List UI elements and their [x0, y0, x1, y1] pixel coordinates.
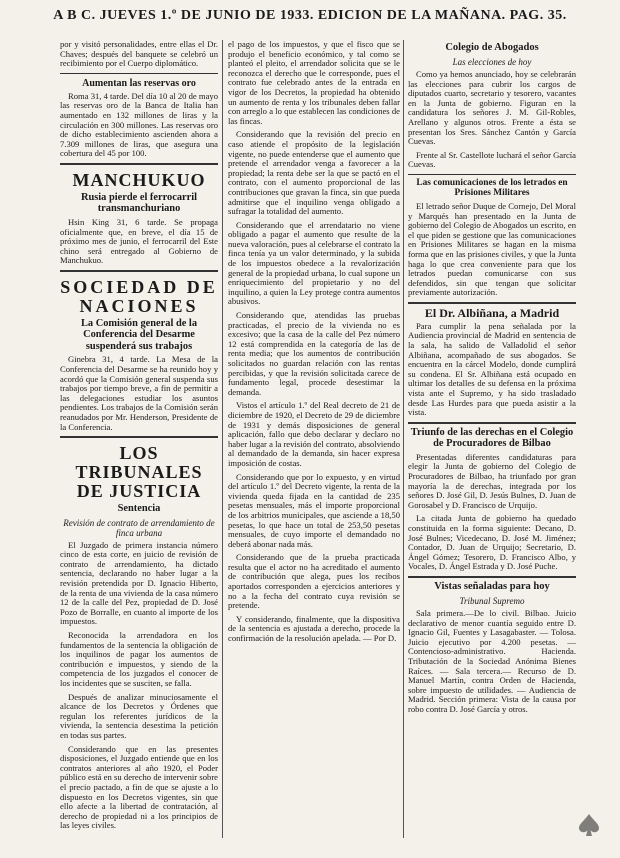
sdn-body: Ginebra 31, 4 tarde. La Mesa de la Conferencia del Desarme se ha reunido hoy y acordó que la Comisión general suspenda sus trabajos por tiempo breve, a fin de permitir a las delegaciones estudiar los asuntos pendientes. Los trabajos de la Comisión serán reanudados por Mr. Henderson, Presidente de la Conferencia.: [60, 354, 218, 432]
abogados-subtitle: Las elecciones de hoy: [452, 57, 532, 67]
divider: [408, 302, 576, 304]
col2-p1: el pago de los impuestos, y que el fisco que se produjo el beneficio económico, y tal como se planteó el pleito, el arrendador solicita que se le reconozca el derecho que le corresponde, pues el contrato fue celebrado antes de la entrada en vigor de los Decretos, la propiedad ha obtenido un aumento de renta y los tribunales deben fallar con arreglo a lo que establecen las condiciones de las fincas.: [228, 40, 400, 126]
tribunales-caption: Revisión de contrato de arrendamiento de finca urbana: [63, 517, 215, 538]
column-2: [228, 40, 400, 850]
bilbao-p2: La citada Junta de gobierno ha quedado constituida en la forma siguiente: Decano, D. José Bulnes; Vicedecano, D. José M. Jiménez; Contador, D. Juan de Urquijo; Secretario, D. Ángel Gómez; Tesorero, D. Francisco Albo, y Vocales, D. Ángel Estrada y D. José Puche.: [408, 513, 576, 572]
divider: [60, 163, 218, 165]
bilbao-body: Presentadas diferentes candidaturas para elegir la Junta de gobierno del Colegio de Procuradores de Bilbao, ha triunfado por gran mayoría la de derechas, integrada por los señores D. José Gil, D. Jesús Bulnes, D. Juan de Gorosabel y D. Francisco de Urquijo.: [408, 451, 576, 510]
col2-p7: Considerando que de la prueba practicada resulta que el actor no ha acreditado el aumento de contribución que alega, pues los recibos aportados corresponden a ejercicios anteriores y no a la fecha del contrato cuya revisión se pretende.: [228, 552, 400, 611]
divider: [60, 436, 218, 438]
manchukuo-body: Hsin King 31, 6 tarde. Se propaga oficialmente que, en breve, el día 15 de próximo mes de junio, el ferrocarril del Este chino será entregado al Gobierno de Manchukuo.: [60, 216, 218, 266]
tribunales-p1: El Juzgado de primera instancia número cinco de esta corte, en juicio de revisión de contrato de arrendamiento, ha dictado sentencia, declarando no haber lugar a la revisión pretendida por D. Ignacio Hiberto, de la renta de una vivienda de la casa número 12 de la calle del Pez, propiedad de D. José Pozo de Borralle, en cuanto al importe de los impuestos.: [60, 539, 218, 627]
vistas-title: Vistas señaladas para hoy: [434, 580, 550, 592]
abogados-body: Como ya hemos anunciado, hoy se celebrarán las elecciones para cubrir los cargos de diputados cuarto, secretario y tesorero, vacantes en la Junta de gobierno. Figuran en la candidatura los señores J. M. Gil-Robles, Arellano y algunos otros. Frente a ésta se presentan los Sres. Sánchez Cantón y García Cuevas.: [408, 69, 576, 147]
col2-p8: Y considerando, finalmente, que la dispositiva de la sentencia es ajustada a derecho, procede la confirmación de la resolución apelada. — Por D.: [228, 613, 400, 644]
tribunales-p4: Considerando que en las presentes disposiciones, el Juzgado entiende que en los contratos anteriores al año 1920, el Poder público está en su derecho de intervenir sobre el precio pactado, a fin de que se ajuste a lo dispuesto en los Decretos vigentes, sin que ello afecte a la libertad de contratación, al derecho de propiedad ni a los principios de las leyes civiles.: [60, 743, 218, 831]
column-rule-1: [222, 40, 223, 838]
gold-title: Aumentan las reservas oro: [82, 77, 196, 89]
page-header: A B C. JUEVES 1.º DE JUNIO DE 1933. EDICION DE LA MAÑANA. PAG. 35.: [53, 8, 567, 23]
column-3: [408, 40, 576, 850]
abogados-title: Colegio de Abogados: [445, 42, 539, 53]
spade-ornament-icon: [576, 812, 602, 838]
divider: [60, 270, 218, 272]
divider: [60, 73, 218, 74]
divider: [408, 422, 576, 424]
col2-p2: Considerando que la revisión del precio en caso atiende el propósito de la legislación vigente, no puede entenderse que el aumento que pretende el arrendador venga a favorecer a la propiedad; la renta debe ser la que se pactó en el contrato, con el aumento proporcional de las contribuciones que gravan la finca, sin que pueda admitirse que el inquilino venga obligado a sufragar la totalidad del aumento.: [228, 129, 400, 217]
gold-body: Roma 31, 4 tarde. Del día 10 al 20 de mayo las reservas oro de la Banca de Italia han aumentado en 132 millones de liras y la circulación en 300 millones. Las reservas oro de dicho establecimiento ascienden ahora a 7.309 millones de liras, que asegura una cobertura del 45 por 100.: [60, 90, 218, 159]
vistas-body: Sala primera.—De lo civil. Bilbao. Juicio declarativo de menor cuantía seguido entre D. Ignacio Gil, Fuentes y Lasagabaster. — Tolosa. Juicio ejecutivo por 4.200 pesetas. — Contencioso-administrativo. Hacienda. Tributación de la Sociedad Anónima Bienes Raíces. — Sala tercera.— Recurso de D. Manuel Martín, contra Orden de Hacienda, sobre impuesto de utilidades. — Audiencia de Madrid. Sección primera: Vista de la causa por robo contra D. José García y otros.: [408, 607, 576, 714]
manchukuo-title: MANCHUKUO: [72, 169, 206, 190]
divider: [408, 174, 576, 175]
col2-p3: Considerando que el arrendatario no viene obligado a pagar el aumento que resulte de la nueva valoración, pues al celebrarse el contrato la finca tenía ya un valor determinado, y la subida de los impuestos obedece a la revalorización general de la propiedad urbana, lo cual supone un enriquecimiento del propietario y no del inquilino, a quien la Ley protege contra aumentos abusivos.: [228, 219, 400, 307]
tribunales-p2: Reconocida la arrendadora en los fundamentos de la sentencia la obligación de los inquilinos de pagar los aumentos de contribución e impuestos, y siendo de la competencia de los juzgados el conocer de los incidentes que se susciten, se falla.: [60, 630, 218, 688]
tribunales-subtitle: Sentencia: [117, 503, 161, 515]
tribunales-p3: Después de analizar minuciosamente el alcance de los Decretos y Órdenes que regulan los referentes jurídicos de la vivienda, la sentencia desestima la petición en todas sus partes.: [60, 691, 218, 740]
sdn-subtitle: La Comisión general de la Conferencia del Desarme suspenderá sus trabajos: [80, 317, 198, 352]
divider: [408, 576, 576, 578]
albinana-body: Para cumplir la pena señalada por la Audiencia provincial de Madrid en sentencia de la sala, ha salido de Valladolid el señor Albiñana, acompañado de sus abogados. Se encuentra en la cárcel Modelo, donde cumplirá su condena. El Sr. Albiñana está ocupado en ultimar los detalles de su defensa en la próxima vista ante el Supremo, y ha sido trasladado desde Las Hurdes para que pueda asistir a la vista.: [408, 320, 576, 418]
manchukuo-subtitle: Rusia pierde el ferrocarril transmanchuriano: [80, 191, 198, 215]
vistas-subtitle: Tribunal Supremo: [459, 595, 525, 606]
presos-title: Las comunicaciones de los letrados en Prisiones Militares: [416, 177, 568, 199]
col2-p5: Vistos el artículo 1.º del Real decreto de 21 de diciembre de 1920, el Decreto de 29 de diciembre de 1931 y demás disposiciones de general aplicación, fallo que debo declarar y declaro no haber lugar a la revisión del contrato, absolviendo al demandado de la demanda, sin hacer expresa imposición de costas.: [228, 400, 400, 468]
col2-p6: Considerando que por lo expuesto, y en virtud del artículo 1.º del Decreto vigente, la renta de la vivienda queda fijada en la cantidad de 235 pesetas mensuales, más el importe proporcional de los arbitrios municipales, que asciende a 18,50 pesetas, lo que hace un total de 253,50 pesetas mensuales, de cuyo importe el demandado no deberá abonar nada más.: [228, 471, 400, 549]
column-rule-2: [403, 40, 404, 838]
bilbao-title: Triunfo de las derechas en el Colegio de Procuradores de Bilbao: [410, 426, 574, 450]
albinana-title: El Dr. Albiñana, a Madrid: [424, 305, 560, 320]
tribunales-title: LOS TRIBUNALES DE JUSTICIA: [75, 443, 203, 502]
col2-p4: Considerando que, atendidas las pruebas practicadas, el precio de la vivienda no es excesivo; que la casa de la calle del Pez número 12 está comprendida en la categoría de las de renta media; que los aumentos de contribución solicitados no guardan relación con las rentas percibidas, y que la revisión solicitada carece de fundamento legal, procede desestimar la demanda.: [228, 310, 400, 397]
abogados-p2: Frente al Sr. Castellote luchará el señor García Cuevas.: [408, 149, 576, 170]
presos-body: El letrado señor Duque de Cornejo, Del Moral y Marqués han presentado en la Junta de gobierno del Colegio de Abogados un escrito, en el que piden se gestione que las comunicaciones en Prisiones Militares se hagan en la misma forma que en las prisiones civiles, y que la Junta haga lo que crea conveniente para que los letrados puedan comunicarse con sus defendidos, sin que tengan que solicitar previamente autorización.: [408, 200, 576, 298]
intro-text: por y visitó personalidades, entre ellas el Dr. Chaves; después del banquete se celebró un recibimiento por el Cuerpo diplomático.: [60, 40, 218, 69]
sdn-title: SOCIEDAD DE NACIONES: [60, 276, 218, 316]
column-1: [60, 40, 218, 850]
